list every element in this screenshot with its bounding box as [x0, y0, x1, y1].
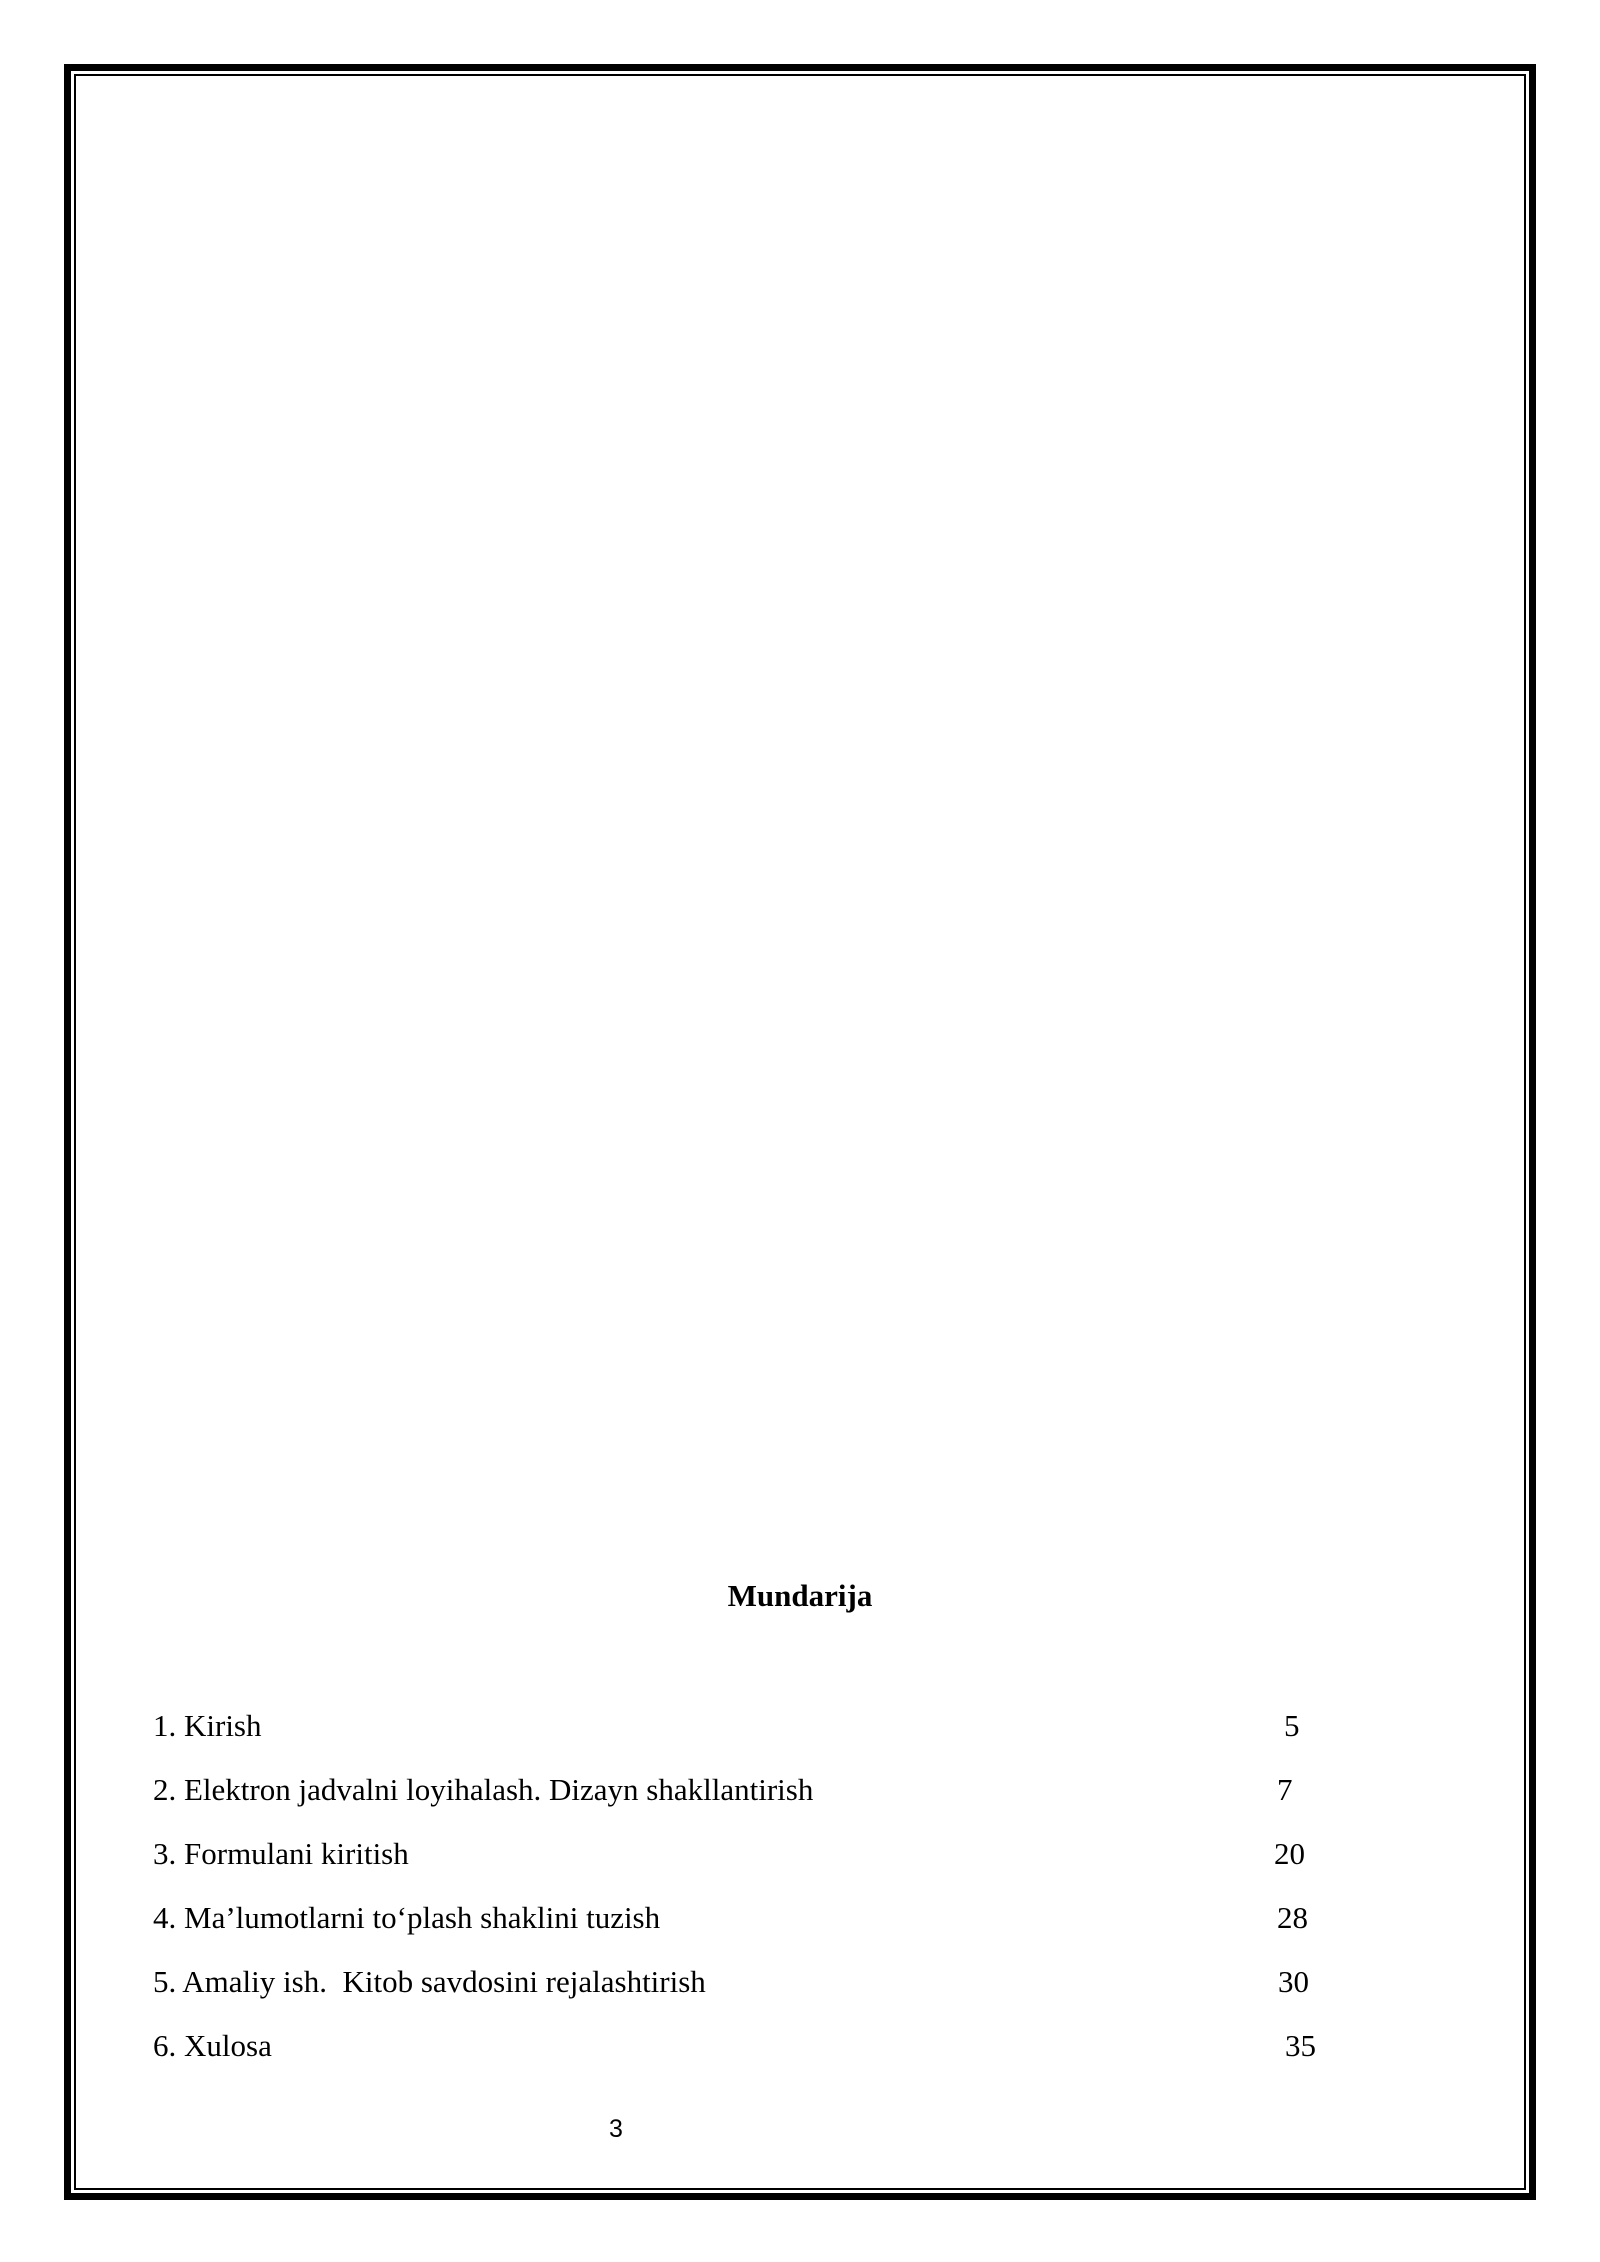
- toc-item-page: 20: [1274, 1836, 1305, 1871]
- toc-item-page: 7: [1277, 1772, 1293, 1807]
- toc-item-formula: [153, 1834, 1353, 1874]
- toc-item-page: 35: [1285, 2028, 1316, 2063]
- toc-item-label: 3. Formulani kiritish: [153, 1836, 409, 1871]
- toc-item-label: 6. Xulosa: [153, 2028, 272, 2063]
- toc-item-xulosa: [153, 2026, 1353, 2066]
- toc-item-page: 30: [1278, 1964, 1309, 1999]
- toc-item-label: 5. Amaliy ish. Kitob savdosini rejalashtirish: [153, 1964, 706, 1999]
- toc-item-kirish: [153, 1706, 1353, 1746]
- toc-item-amaliy-ish: [153, 1962, 1353, 2002]
- toc-title: Mundarija: [727, 1578, 873, 1613]
- toc-item-malumot: [153, 1898, 1353, 1938]
- toc-item-label: 1. Kirish: [153, 1708, 262, 1743]
- toc-item-label: 2. Elektron jadvalni loyihalash. Dizayn shakllantirish: [153, 1772, 814, 1807]
- page-number: 3: [609, 2115, 623, 2143]
- toc-item-elektron-jadval: [153, 1770, 1353, 1810]
- toc-item-page: 28: [1277, 1900, 1308, 1935]
- toc-item-page: 5: [1284, 1708, 1300, 1743]
- toc-item-label: 4. Ma’lumotlarni to‘plash shaklini tuzish: [153, 1900, 661, 1935]
